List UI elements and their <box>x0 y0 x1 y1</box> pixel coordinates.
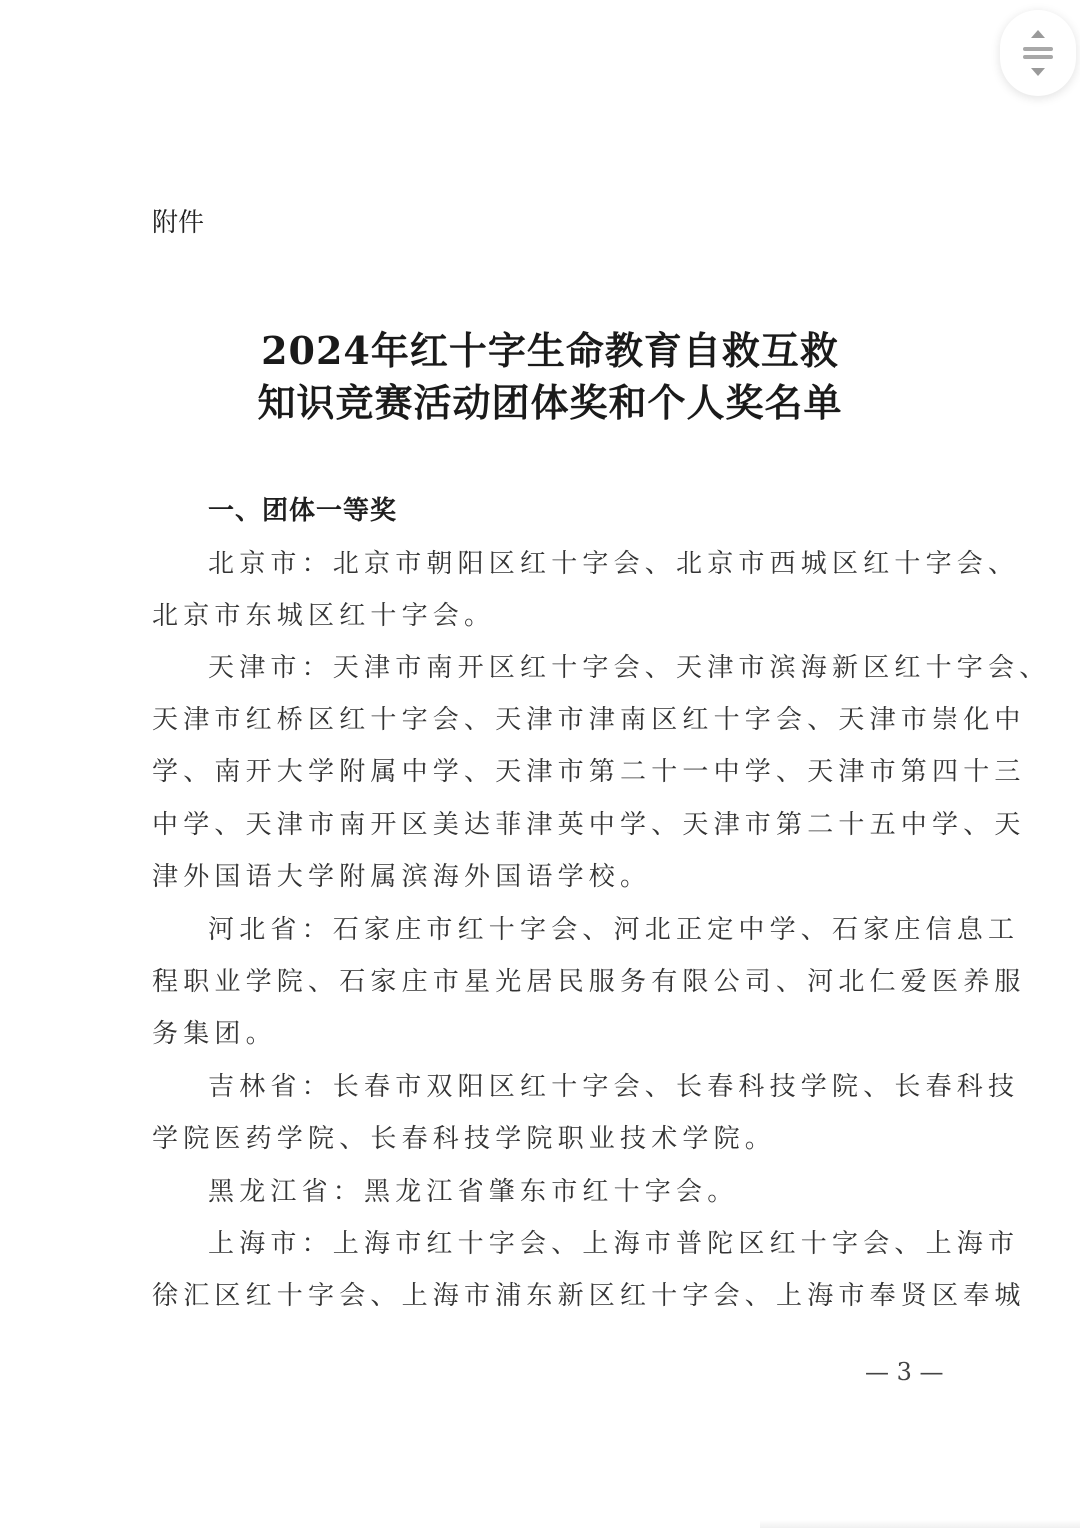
scroll-down-icon[interactable] <box>1031 68 1045 76</box>
paragraph-line: 上海市：上海市红十字会、上海市普陀区红十字会、上海市 <box>208 1229 1020 1259</box>
bottom-edge-shadow <box>760 1520 1080 1528</box>
page-number: — 3 — <box>865 1358 944 1386</box>
section-heading: 一、团体一等奖 <box>208 496 398 526</box>
paragraph-line: 河北省：石家庄市红十字会、河北正定中学、石家庄信息工 <box>208 915 1020 945</box>
page-scroll-control[interactable] <box>1000 10 1076 96</box>
paragraph-line: 学、南开大学附属中学、天津市第二十一中学、天津市第四十三 <box>152 757 1026 787</box>
attachment-label: 附件 <box>152 208 205 238</box>
scroll-handle-bar-top[interactable] <box>1023 47 1053 51</box>
paragraph-line: 务集团。 <box>152 1019 277 1049</box>
paragraph-line: 学院医药学院、长春科技学院职业技术学院。 <box>152 1124 777 1154</box>
document-title-line-2: 知识竞赛活动团体奖和个人奖名单 <box>257 380 843 425</box>
paragraph-line: 吉林省：长春市双阳区红十字会、长春科技学院、长春科技 <box>208 1072 1020 1102</box>
document-title-line-1: 2024年红十字生命教育自救互救 <box>261 328 839 373</box>
paragraph-line: 津外国语大学附属滨海外国语学校。 <box>152 862 652 892</box>
paragraph-line: 徐汇区红十字会、上海市浦东新区红十字会、上海市奉贤区奉城 <box>152 1281 1026 1311</box>
paragraph-line: 黑龙江省：黑龙江省肇东市红十字会。 <box>208 1177 739 1207</box>
paragraph-line: 天津市：天津市南开区红十字会、天津市滨海新区红十字会、 <box>208 653 1051 683</box>
paragraph-line: 程职业学院、石家庄市星光居民服务有限公司、河北仁爱医养服 <box>152 967 1026 997</box>
paragraph-line: 北京市东城区红十字会。 <box>152 601 496 631</box>
scroll-handle-bar-bottom[interactable] <box>1023 55 1053 59</box>
paragraph-line: 中学、天津市南开区美达菲津英中学、天津市第二十五中学、天 <box>152 810 1026 840</box>
scroll-up-icon[interactable] <box>1031 30 1045 38</box>
paragraph-line: 北京市：北京市朝阳区红十字会、北京市西城区红十字会、 <box>208 549 1020 579</box>
paragraph-line: 天津市红桥区红十字会、天津市津南区红十字会、天津市崇化中 <box>152 705 1026 735</box>
